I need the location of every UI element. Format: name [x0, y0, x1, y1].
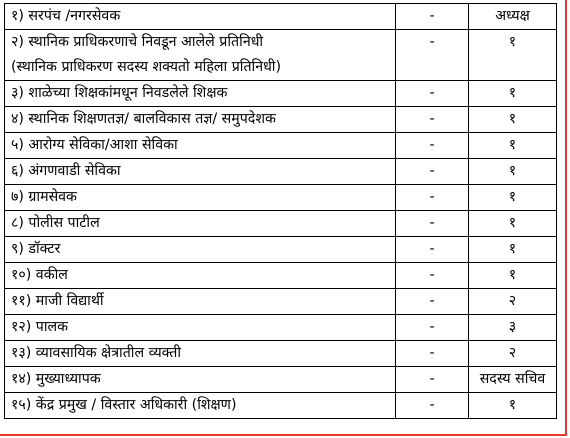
table-row: [5, 341, 557, 367]
member-count: २: [469, 289, 557, 315]
separator-dash: -: [396, 341, 469, 367]
separator-dash: -: [396, 81, 469, 107]
table-row: [5, 289, 557, 315]
member-role: ३) शाळेच्या शिक्षकांमधून निवडलेले शिक्षक: [5, 81, 396, 107]
member-role: १५) केंद्र प्रमुख / विस्तार अधिकारी (शिक्षण): [5, 393, 396, 419]
member-role: ४) स्थानिक शिक्षणतज्ञ/ बालविकास तज्ञ/ समुपदेशक: [5, 107, 396, 133]
member-count: १: [469, 133, 557, 159]
separator-dash: -: [396, 30, 469, 56]
member-count: २: [469, 341, 557, 367]
member-role: ८) पोलीस पाटील: [5, 211, 396, 237]
table-row: [5, 81, 557, 107]
member-role: ११) माजी विद्यार्थी: [5, 289, 396, 315]
committee-members-table: [4, 3, 557, 419]
table-row: [5, 30, 557, 56]
member-count: [469, 55, 557, 81]
separator-dash: -: [396, 133, 469, 159]
table-row: [5, 315, 557, 341]
separator-dash: -: [396, 237, 469, 263]
member-count: सदस्य सचिव: [469, 367, 557, 393]
table-row: [5, 263, 557, 289]
member-count: अध्यक्ष: [469, 4, 557, 30]
separator-dash: -: [396, 4, 469, 30]
separator-dash: -: [396, 289, 469, 315]
separator-dash: -: [396, 367, 469, 393]
table-row: [5, 211, 557, 237]
table-row: [5, 393, 557, 419]
table-row: [5, 185, 557, 211]
table-row: [5, 107, 557, 133]
member-role: ५) आरोग्य सेविका/आशा सेविका: [5, 133, 396, 159]
member-count: १: [469, 263, 557, 289]
table-row: [5, 133, 557, 159]
separator-dash: -: [396, 185, 469, 211]
member-count: १: [469, 237, 557, 263]
member-role: ७) ग्रामसेवक: [5, 185, 396, 211]
separator-dash: -: [396, 211, 469, 237]
member-count: १: [469, 107, 557, 133]
separator-dash: -: [396, 393, 469, 419]
member-count: ३: [469, 315, 557, 341]
separator-dash: -: [396, 107, 469, 133]
table-row-note: [5, 55, 557, 81]
member-role: १४) मुख्याध्यापक: [5, 367, 396, 393]
member-role: ९) डॉक्टर: [5, 237, 396, 263]
member-count: १: [469, 185, 557, 211]
member-role: १३) व्यावसायिक क्षेत्रातील व्यक्ती: [5, 341, 396, 367]
member-count: १: [469, 211, 557, 237]
member-role: १०) वकील: [5, 263, 396, 289]
member-role: २) स्थानिक प्राधिकरणाचे निवडून आलेले प्रतिनिधी: [5, 30, 396, 56]
member-role-note: (स्थानिक प्राधिकरण सदस्य शक्यतो महिला प्रतिनिधी): [5, 55, 396, 81]
member-role: १२) पालक: [5, 315, 396, 341]
member-count: १: [469, 159, 557, 185]
separator-dash: [396, 55, 469, 81]
table-row: [5, 367, 557, 393]
member-count: १: [469, 81, 557, 107]
table-row: [5, 4, 557, 30]
member-role: ६) अंगणवाडी सेविका: [5, 159, 396, 185]
separator-dash: -: [396, 159, 469, 185]
member-count: १: [469, 393, 557, 419]
member-count: १: [469, 30, 557, 56]
separator-dash: -: [396, 263, 469, 289]
table-row: [5, 159, 557, 185]
table-row: [5, 237, 557, 263]
member-role: १) सरपंच /नगरसेवक: [5, 4, 396, 30]
separator-dash: -: [396, 315, 469, 341]
